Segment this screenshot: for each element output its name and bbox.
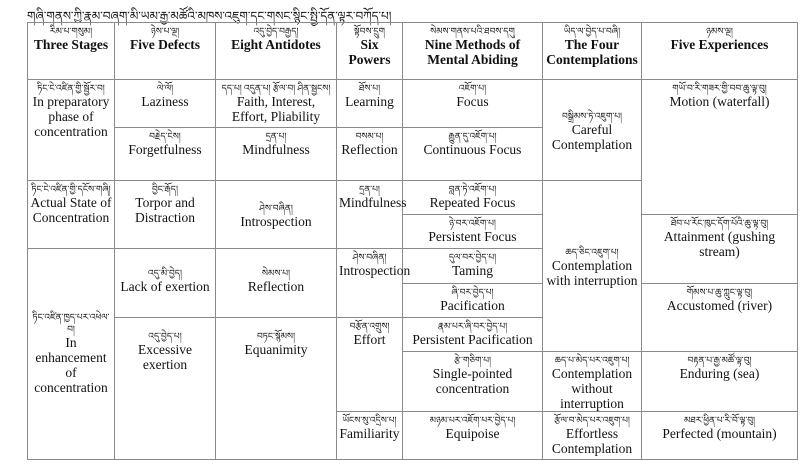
english-text: Pacification xyxy=(440,298,505,313)
tibetan-text: གོམས་པ་ཆུ་ཀླུང་ལྟ་བུ། xyxy=(686,287,753,297)
tibetan-text: འདུ་མི་བྱེད། xyxy=(148,268,182,278)
defect-cell xyxy=(115,80,216,128)
header-english: The Four Contemplations xyxy=(546,37,638,67)
english-text: Torpor and Distraction xyxy=(135,195,195,225)
header-tibetan: འདུ་བྱེད་བརྒྱད། xyxy=(253,26,299,36)
experience-cell xyxy=(642,284,798,352)
english-text: Single-pointed concentration xyxy=(432,366,513,396)
contemplation-cell xyxy=(543,352,642,412)
english-text: In enhancement of concentration xyxy=(34,335,108,395)
contemplation-cell xyxy=(543,181,642,352)
english-text: Contemplation without interruption xyxy=(551,366,633,411)
antidote-cell xyxy=(216,80,337,128)
method-cell xyxy=(403,128,543,181)
tibetan-text: དྲན་པ། xyxy=(359,184,380,194)
header-five-experiences xyxy=(642,23,798,80)
power-cell xyxy=(337,181,407,249)
english-text: Accustomed (river) xyxy=(666,298,773,313)
header-five-defects xyxy=(115,23,216,80)
header-tibetan: སྟོབས་དྲུག xyxy=(354,26,385,36)
method-cell xyxy=(403,181,543,215)
power-cell xyxy=(337,412,403,460)
header-tibetan: ཉམས་ལྔ། xyxy=(706,26,733,36)
method-cell xyxy=(403,284,543,318)
tibetan-text: བཏང་སྙོམས། xyxy=(257,331,295,341)
stage-cell xyxy=(28,181,115,249)
method-cell xyxy=(403,352,543,412)
english-text: Effortless Contemplation xyxy=(551,426,633,456)
method-cell xyxy=(403,249,543,284)
english-text: Careful Contemplation xyxy=(551,122,633,152)
tibetan-text: བརྗེད་ངེས། xyxy=(149,131,181,141)
tibetan-text: མཉམ་པར་འཇོག་པར་བྱེད་པ། xyxy=(429,415,516,425)
header-row xyxy=(28,23,798,80)
english-text: Introspection xyxy=(339,263,411,278)
tibetan-text: བརྟན་པ་རྒྱ་མཚོ་ལྟ་བུ། xyxy=(687,355,752,365)
antidote-cell xyxy=(216,181,337,249)
tibetan-text: ལེ་ལོ། xyxy=(156,83,174,93)
english-text: Repeated Focus xyxy=(429,195,516,210)
english-text: Perfected (mountain) xyxy=(662,426,777,441)
english-text: Learning xyxy=(345,94,394,109)
defect-cell xyxy=(115,128,216,181)
header-nine-methods xyxy=(403,23,543,80)
tibetan-text: ཉེ་བར་འཇོག་པ། xyxy=(449,218,496,228)
tibetan-text: ཏིང་ངེ་འཛིན་གྱི་དངོས་གཞི། xyxy=(31,184,111,194)
power-cell xyxy=(337,249,411,318)
document-title: གཞི་གནས་ཀྱི་རྣམ་བཞག་མི་ཡམ་རྒྱ་མཚོའི་མཁས་འཇུག་དང་གསང་སྙིང་སྤྱི་དོན་ལྟར་བཀོད་པ། xyxy=(27,9,392,23)
english-text: Persistent Focus xyxy=(428,229,517,244)
english-text: Equanimity xyxy=(244,342,308,357)
header-english: Eight Antidotes xyxy=(231,37,321,52)
header-tibetan: ཡིད་ལ་བྱེད་པ་བཞི། xyxy=(563,26,621,36)
tibetan-text: བསམ་པ། xyxy=(355,131,384,141)
header-tibetan: རིམ་པ་གསུམ། xyxy=(49,26,93,36)
header-eight-antidotes xyxy=(216,23,337,80)
english-text: In preparatory phase of concentration xyxy=(32,94,110,139)
english-text: Continuous Focus xyxy=(423,142,522,157)
header-english: Three Stages xyxy=(33,37,109,52)
tibetan-text: འདུ་བྱེད་པ། xyxy=(148,331,182,341)
english-text: Lack of exertion xyxy=(120,279,210,294)
header-english: Six Powers xyxy=(348,37,391,67)
tibetan-text: བརྩོན་འགྲུས། xyxy=(349,321,390,331)
tibetan-text: ཏིང་ངེ་འཛིན་གྱི་སྦྱོར་བ། xyxy=(37,83,105,93)
tibetan-text: བསྒྲིམས་ཏེ་འཇུག་པ། xyxy=(561,111,622,121)
tibetan-text: མཐར་ཕྱིན་པ་རི་བོ་ལྟ་བུ། xyxy=(683,415,756,425)
header-four-contemplations xyxy=(543,23,642,80)
tibetan-text: ཆད་ཅིང་འཇུག་པ། xyxy=(565,247,619,257)
stage-cell xyxy=(28,80,115,181)
english-text: Equipoise xyxy=(445,426,500,441)
power-cell xyxy=(337,318,403,412)
header-english: Five Defects xyxy=(129,37,201,52)
antidote-cell xyxy=(216,249,337,318)
method-cell xyxy=(403,80,543,128)
antidote-cell xyxy=(216,318,337,460)
contemplation-cell xyxy=(543,80,642,181)
tibetan-text: དད་པ། འདུན་པ། རྩོལ་བ། ཤིན་སྦྱངས། xyxy=(221,83,331,93)
header-tibetan: སེམས་གནས་པའི་ཐབས་དགུ xyxy=(430,26,515,36)
tibetan-text: ཆད་པ་མེད་པར་འཇུག་པ། xyxy=(554,355,630,365)
power-cell xyxy=(337,80,403,128)
power-cell xyxy=(337,128,403,181)
tibetan-text: བླན་ཏེ་འཇོག་པ། xyxy=(448,184,497,194)
antidote-cell xyxy=(216,128,337,181)
tibetan-text: འཇོག་པ། xyxy=(458,83,487,93)
english-text: Familiarity xyxy=(339,426,400,441)
tibetan-text: ཐོས་པ། xyxy=(358,83,381,93)
experience-cell xyxy=(642,80,798,215)
english-text: Mindfulness xyxy=(242,142,310,157)
english-text: Laziness xyxy=(141,94,189,109)
experience-cell xyxy=(642,352,798,412)
method-cell xyxy=(403,412,543,460)
stage-cell xyxy=(28,249,115,460)
tibetan-text: རྩོལ་བ་མེད་པར་འཇུག་པ། xyxy=(554,415,630,425)
method-cell xyxy=(403,215,543,249)
english-text: Mindfulness xyxy=(339,195,407,210)
experience-cell xyxy=(642,412,798,460)
tibetan-text: ཏིང་འཛིན་ཁྱད་པར་འཕེལ་བ། xyxy=(32,312,110,334)
tibetan-text: དྲན་པ། xyxy=(265,131,287,141)
tibetan-text: བྱིང་རྒོད། xyxy=(152,184,178,194)
english-text: Excessive exertion xyxy=(138,342,192,372)
english-text: Introspection xyxy=(240,214,312,229)
defect-cell xyxy=(115,318,216,460)
english-text: Persistent Pacification xyxy=(412,332,533,347)
english-text: Motion (waterfall) xyxy=(669,94,770,109)
experience-cell xyxy=(642,215,798,284)
header-tibetan: ཉེས་པ་ལྔ། xyxy=(150,26,180,36)
english-text: Effort xyxy=(353,332,386,347)
tibetan-text: ཤེས་བཞིན། xyxy=(352,252,387,262)
english-text: Forgetfulness xyxy=(128,142,202,157)
tibetan-text: ཞི་བར་བྱེད་པ། xyxy=(451,287,494,297)
defect-cell xyxy=(115,249,216,318)
tibetan-text: གཡོ་བ་རི་གཟར་གྱི་བབ་ཆུ་ལྟ་བུ། xyxy=(672,83,767,93)
table-row xyxy=(28,80,798,128)
english-text: Reflection xyxy=(247,279,305,294)
tibetan-text: ཤེས་བཞིན། xyxy=(259,203,293,213)
meditation-stages-table xyxy=(27,22,798,460)
tibetan-text: དུལ་བར་བྱེད་པ། xyxy=(448,252,497,262)
english-text: Enduring (sea) xyxy=(679,366,760,381)
english-text: Focus xyxy=(456,94,489,109)
header-three-stages xyxy=(28,23,115,80)
tibetan-text: རྒྱུན་དུ་འཇོག་པ། xyxy=(448,131,497,141)
method-cell xyxy=(403,318,543,352)
english-text: Reflection xyxy=(341,142,398,157)
tibetan-text: སེམས་པ། xyxy=(261,268,291,278)
header-english: Five Experiences xyxy=(670,37,769,52)
tibetan-text: ཐོབ་པ་རོང་ཁུང་དོག་པོའི་ཆུ་ལྟ་བུ། xyxy=(670,218,769,228)
header-english: Nine Methods of Mental Abiding xyxy=(424,37,521,67)
english-text: Contemplation with interruption xyxy=(546,258,638,288)
tibetan-text: རྩེ་གཅིག་པ། xyxy=(453,355,492,365)
english-text: Faith, Interest, Effort, Pliability xyxy=(231,94,321,124)
english-text: Attainment (gushing stream) xyxy=(663,229,776,259)
contemplation-cell xyxy=(543,412,642,460)
english-text: Actual State of Concentration xyxy=(30,195,112,225)
header-six-powers xyxy=(337,23,403,80)
tibetan-text: རྣམ་པར་ཞི་བར་བྱེད་པ། xyxy=(437,321,508,331)
defect-cell xyxy=(115,181,216,249)
tibetan-text: ཡོངས་སུ་འདྲིས་པ། xyxy=(342,415,397,425)
english-text: Taming xyxy=(451,263,494,278)
